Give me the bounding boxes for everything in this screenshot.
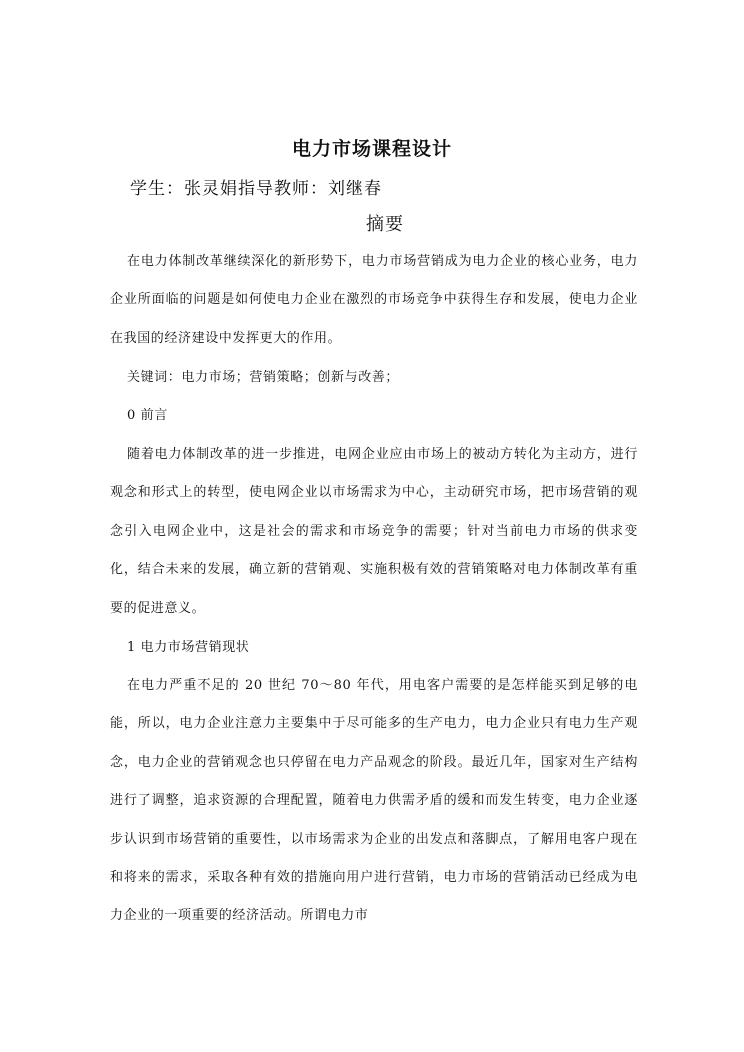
abstract-paragraph-block xyxy=(110,243,638,358)
preface-paragraph-block xyxy=(110,436,638,628)
preface-paragraph: 随着电力体制改革的进一步推进，电网企业应由市场上的被动方转化为主动方，进行观念和形式上的转型，使电网企业以市场需求为中心，主动研究市场，把市场营销的观念引入电网企业中，这是社会的需求和市场竞争的需要；针对当前电力市场的供求变化，结合未来的发展，确立新的营销观、实施积极有效的营销策略对电力体制改革有重要的促进意义。 xyxy=(110,447,638,616)
section1-heading-block xyxy=(110,629,638,667)
keywords-block xyxy=(110,359,638,397)
keywords-line: 关键词：电力市场；营销策略；创新与改善； xyxy=(127,370,400,385)
author-line: 学生：张灵娟指导教师：刘继春 xyxy=(130,179,382,199)
section1-heading: 1 电力市场营销现状 xyxy=(127,640,250,655)
document-title: 电力市场课程设计 xyxy=(291,138,452,160)
section1-paragraph-block xyxy=(110,667,638,936)
section1-paragraph: 在电力严重不足的 20 世纪 70～80 年代，用电客户需要的是怎样能买到足够的电能，所以，电力企业注意力主要集中于尽可能多的生产电力，电力企业只有电力生产观念，电力企业的营销观念也只停留在电力产品观念的阶段。最近几年，国家对生产结构进行了调整，追求资源的合理配置，随着电力供需矛盾的缓和而发生转变，电力企业逐步认识到市场营销的重要性，以市场需求为企业的出发点和落脚点，了解用电客户现在和将来的需求，采取各种有效的措施向用户进行营销，电力市场的营销活动已经成为电力企业的一项重要的经济活动。所谓电力市 xyxy=(110,678,638,924)
preface-heading-block xyxy=(110,397,638,435)
preface-heading: 0 前言 xyxy=(127,408,168,423)
abstract-heading: 摘要 xyxy=(366,214,404,235)
abstract-paragraph: 在电力体制改革继续深化的新形势下，电力市场营销成为电力企业的核心业务，电力企业所面临的问题是如何使电力企业在激烈的市场竞争中获得生存和发展，使电力企业在我国的经济建设中发挥更大的作用。 xyxy=(110,254,638,346)
